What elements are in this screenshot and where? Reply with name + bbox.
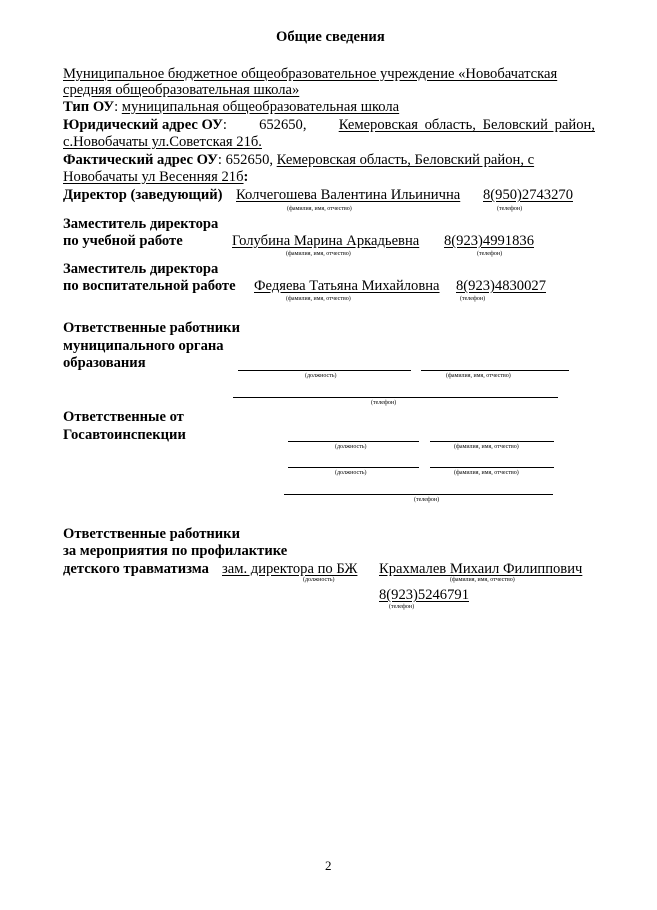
deputy-study-label2: по учебной работе xyxy=(63,233,183,249)
type-label: Тип ОУ xyxy=(63,99,115,115)
injury-phone-caption: (телефон) xyxy=(389,604,415,610)
actual-address-line2: Новобачаты ул Весенняя 21б xyxy=(63,169,244,185)
injury-position: зам. директора по БЖ xyxy=(222,561,358,577)
org-name-line1: Муниципальное бюджетное общеобразовательное учреждение «Новобачатская xyxy=(63,66,558,82)
deputy-study-fio-caption: (фамилия, имя, отчество) xyxy=(286,251,351,257)
deputy-upbringing-phone: 8(923)4830027 xyxy=(456,278,546,294)
gai-fio-line-2 xyxy=(430,467,554,468)
gai-fio-caption-2: (фамилия, имя, отчество) xyxy=(454,470,519,476)
municipal-position-line xyxy=(238,370,411,371)
injury-position-caption: (должность) xyxy=(303,577,335,583)
municipal-position-caption: (должность) xyxy=(305,373,337,379)
director-label: Директор (заведующий) xyxy=(63,187,223,203)
injury-name: Крахмалев Михаил Филиппович xyxy=(379,561,583,577)
actual-address-index: 652650, xyxy=(225,152,274,168)
deputy-upbringing-name: Федяева Татьяна Михайловна xyxy=(254,278,440,294)
gai-position-caption-1: (должность) xyxy=(335,444,367,450)
type-row: Тип ОУ: муниципальная общеобразовательная школа xyxy=(63,99,400,115)
type-value: муниципальная общеобразовательная школа xyxy=(121,99,400,115)
municipal-phone-line xyxy=(233,397,558,398)
director-name: Колчегошева Валентина Ильинична xyxy=(236,187,461,203)
municipal-label3: образования xyxy=(63,355,146,371)
actual-address-line2-row: Новобачаты ул Весенняя 21б: xyxy=(63,169,249,185)
gai-label1: Ответственные от xyxy=(63,409,184,425)
deputy-upbringing-phone-caption: (телефон) xyxy=(460,296,486,302)
deputy-upbringing-label2: по воспитательной работе xyxy=(63,278,236,294)
municipal-label2: муниципального органа xyxy=(63,338,224,354)
deputy-upbringing-label1: Заместитель директора xyxy=(63,261,219,277)
legal-address-region: Кемеровская область, Беловский район, xyxy=(338,117,595,133)
deputy-upbringing-fio-caption: (фамилия, имя, отчество) xyxy=(286,296,351,302)
municipal-fio-caption: (фамилия, имя, отчество) xyxy=(446,373,511,379)
deputy-study-name: Голубина Марина Аркадьевна xyxy=(232,233,420,249)
actual-address-row: Фактический адрес ОУ: 652650, Кемеровская область, Беловский район, с xyxy=(63,152,535,168)
gai-fio-caption-1: (фамилия, имя, отчество) xyxy=(454,444,519,450)
municipal-label1: Ответственные работники xyxy=(63,320,240,336)
director-phone: 8(950)2743270 xyxy=(483,187,573,203)
org-name-line2: средняя общеобразовательная школа» xyxy=(63,82,300,98)
gai-position-line-1 xyxy=(288,441,419,442)
gai-fio-line-1 xyxy=(430,441,554,442)
legal-address-index: 652650, xyxy=(259,117,307,133)
gai-position-caption-2: (должность) xyxy=(335,470,367,476)
municipal-phone-caption: (телефон) xyxy=(371,400,397,406)
injury-phone: 8(923)5246791 xyxy=(379,587,469,603)
deputy-study-phone-caption: (телефон) xyxy=(477,251,503,257)
deputy-study-phone: 8(923)4991836 xyxy=(444,233,534,249)
municipal-fio-line xyxy=(421,370,569,371)
injury-label3: детского травматизма xyxy=(63,561,209,577)
actual-address-region: Кемеровская область, Беловский район, с xyxy=(276,152,535,168)
deputy-study-label1: Заместитель директора xyxy=(63,216,219,232)
actual-address-label: Фактический адрес ОУ xyxy=(63,152,218,168)
injury-label1: Ответственные работники xyxy=(63,526,240,542)
director-fio-caption: (фамилия, имя, отчество) xyxy=(287,206,352,212)
gai-position-line-2 xyxy=(288,467,419,468)
director-phone-caption: (телефон) xyxy=(497,206,523,212)
gai-label2: Госавтоинспекции xyxy=(63,427,186,443)
injury-label2: за мероприятия по профилактике xyxy=(63,543,288,559)
legal-address-row: Юридический адрес ОУ: 652650, Кемеровская область, Беловский район, xyxy=(63,117,595,133)
gai-phone-line xyxy=(284,494,553,495)
gai-phone-caption: (телефон) xyxy=(414,497,440,503)
legal-address-label: Юридический адрес ОУ xyxy=(63,117,223,133)
injury-fio-caption: (фамилия, имя, отчество) xyxy=(450,577,515,583)
page-number: 2 xyxy=(325,858,332,873)
legal-address-line2: с.Новобачаты ул.Советская 21б. xyxy=(63,134,262,150)
page-title: Общие сведения xyxy=(276,29,385,45)
